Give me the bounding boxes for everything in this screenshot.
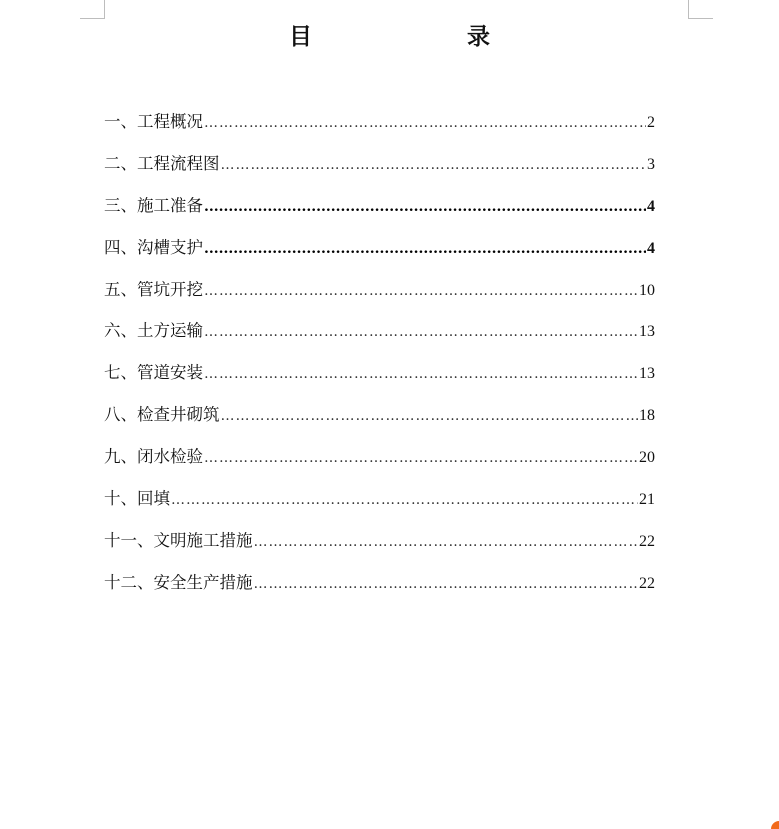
toc-page-number[interactable]: 3 (647, 155, 655, 173)
toc-page-number[interactable]: 2 (647, 114, 655, 131)
toc-entry[interactable] (104, 227, 655, 269)
toc-page-number[interactable]: 4 (647, 197, 655, 215)
toc-entry-label[interactable]: 十一、文明施工措施 (104, 530, 253, 550)
toc-entry[interactable] (104, 269, 655, 311)
toc-entry-label[interactable]: 三、施工准备 (104, 195, 203, 215)
toc-dot-leader (204, 312, 638, 354)
toc-dot-leader (254, 522, 639, 564)
toc-page-number[interactable]: 13 (639, 365, 655, 383)
toc-entry-label[interactable]: 九、闭水检验 (104, 447, 203, 467)
toc-dot-leader (221, 396, 639, 438)
toc-title: 目 录 (289, 23, 556, 50)
toc-entry[interactable] (104, 310, 655, 352)
toc-entry[interactable] (104, 394, 655, 436)
toc-entry[interactable] (104, 436, 655, 478)
toc-entry-label[interactable]: 一、工程概况 (104, 112, 203, 131)
toc-page-number[interactable]: 22 (639, 574, 655, 592)
toc-entry-label[interactable]: 五、管坑开挖 (104, 279, 203, 299)
toc-entry-label[interactable]: 七、管道安装 (104, 363, 203, 383)
toc-page-number[interactable]: 20 (639, 449, 655, 467)
toc-dot-leader (204, 354, 638, 396)
toc-entry[interactable] (104, 143, 655, 185)
toc-page-number[interactable]: 4 (647, 239, 655, 257)
toc-entry[interactable] (104, 352, 655, 394)
toc-page-number[interactable]: 21 (639, 491, 655, 509)
toc-entry-label[interactable]: 十二、安全生产措施 (104, 572, 253, 592)
toc-entry-label[interactable]: 十、回填 (104, 489, 170, 509)
toc-entry-label[interactable]: 八、检查井砌筑 (104, 405, 220, 425)
toc-entry-label[interactable]: 二、工程流程图 (104, 153, 220, 173)
toc-page-number[interactable]: 22 (639, 532, 655, 550)
toc-dot-leader (204, 271, 638, 313)
toc-dot-leader (204, 229, 646, 271)
toc-entry-label[interactable]: 四、沟槽支护 (104, 237, 203, 257)
table-of-contents (104, 101, 655, 604)
toc-entry[interactable] (104, 185, 655, 227)
corner-accent-mark (771, 821, 779, 829)
toc-entry[interactable] (104, 101, 655, 143)
page-corner-mark-top-right (688, 0, 713, 19)
toc-entry[interactable] (104, 520, 655, 562)
toc-entry[interactable] (104, 562, 655, 604)
toc-dot-leader (221, 145, 647, 187)
toc-entry-label[interactable]: 六、土方运输 (104, 321, 203, 341)
toc-entry[interactable] (104, 478, 655, 520)
toc-page-number[interactable]: 10 (639, 281, 655, 299)
toc-page-number[interactable]: 18 (639, 407, 655, 425)
toc-dot-leader (254, 564, 639, 606)
page-corner-mark-top-left (80, 0, 105, 19)
toc-dot-leader (171, 480, 638, 522)
toc-page-number[interactable]: 13 (639, 323, 655, 341)
toc-dot-leader (204, 103, 646, 145)
toc-dot-leader (204, 438, 638, 480)
toc-dot-leader (204, 187, 646, 229)
